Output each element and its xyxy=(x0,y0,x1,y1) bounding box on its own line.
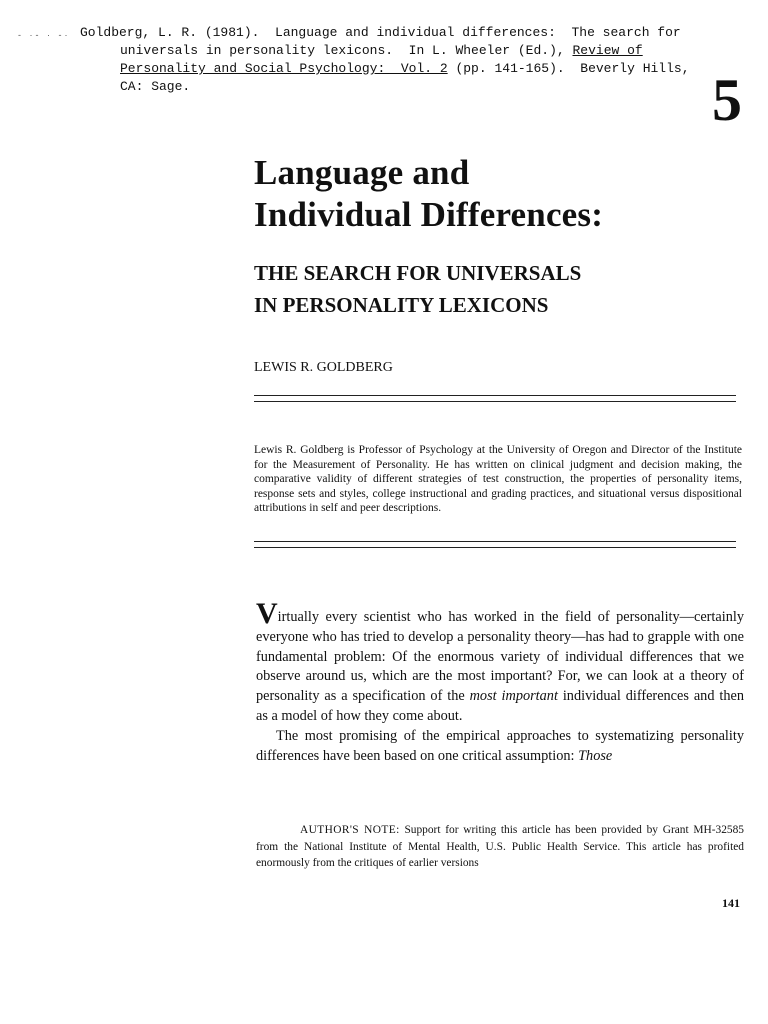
author-biography: Lewis R. Goldberg is Professor of Psychology at the University of Oregon and Director of the Institute for the Measurement of Personality. He has written on clinical judgment and decision making, the comparative validity of different strategies of test construction, the properties of personality items, response sets and styles, college instructional and grading practices, and situational versus dispositional attributions in self and peer descriptions. xyxy=(254,444,742,515)
page-number: 141 xyxy=(722,896,740,910)
article-body xyxy=(256,597,744,766)
chapter-title-line-1: Language and xyxy=(254,153,470,192)
body-paragraph-1-emphasis: most important xyxy=(469,688,558,705)
body-paragraph-1-text-a: irtually every scientist who has worked in the field of personality—certainly everyone who has tried to develop a personality theory—has had to grapple with one fundamental problem: Of the enormous variety of individual differences that we observe around us, which are the most important? For, we can look at a theory of personality as a specification of the xyxy=(256,609,744,705)
citation-line-1: Goldberg, L. R. (1981). Language and individual differences: The search for xyxy=(80,25,681,40)
citation-line-3 xyxy=(80,60,720,78)
body-paragraph-1-text-b: individual differences and then as a model of how they come about. xyxy=(256,688,744,724)
authors-note xyxy=(256,822,744,872)
citation-line-2-text: universals in personality lexicons. In L. Wheeler (Ed.), xyxy=(120,43,573,58)
handwritten-citation-header xyxy=(80,24,720,96)
body-paragraph-2 xyxy=(256,727,744,767)
chapter-number: 5 xyxy=(712,67,742,133)
authors-note-label: AUTHOR'S NOTE: xyxy=(300,824,400,836)
chapter-title xyxy=(254,152,603,236)
author-name: LEWIS R. GOLDBERG xyxy=(254,360,393,375)
body-paragraph-1 xyxy=(256,597,744,727)
authors-note-text: Support for writing this article has been provided by Grant MH-32585 from the National Institute of Mental Health, U.S. Public Health Service. This article has profited enormously from the critiques of earlier versions xyxy=(256,824,745,869)
double-rule-top xyxy=(254,395,736,402)
body-paragraph-2-emphasis: Those xyxy=(578,747,613,764)
chapter-subtitle-line-2: IN PERSONALITY LEXICONS xyxy=(254,293,549,317)
citation-journal-title-part2: Personality and Social Psychology: Vol. 2 xyxy=(120,61,448,76)
citation-line-4: CA: Sage. xyxy=(120,79,191,94)
citation-line-2 xyxy=(80,42,720,60)
scan-marks: - ·- · -· xyxy=(18,30,71,40)
double-rule-bottom xyxy=(254,541,736,548)
drop-cap: V xyxy=(256,597,278,630)
chapter-subtitle xyxy=(254,257,581,321)
chapter-title-line-2: Individual Differences: xyxy=(254,195,604,234)
citation-line-3-text: (pp. 141-165). Beverly Hills, xyxy=(447,61,690,76)
citation-journal-title-part1: Review of xyxy=(572,43,643,58)
body-paragraph-2-text: The most promising of the empirical approaches to systematizing personality differences have been based on one critical assumption: xyxy=(256,727,744,764)
chapter-subtitle-line-1: THE SEARCH FOR UNIVERSALS xyxy=(254,261,582,285)
